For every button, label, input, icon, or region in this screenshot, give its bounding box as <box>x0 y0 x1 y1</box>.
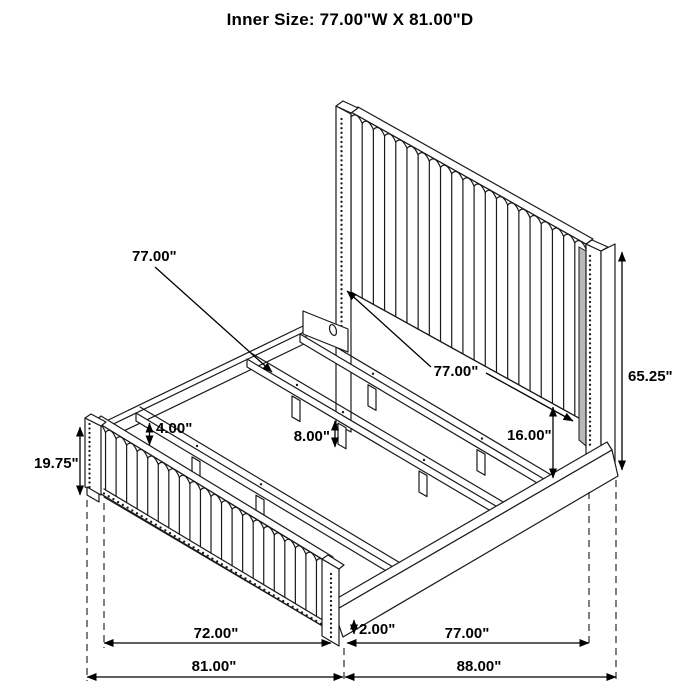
nailhead-trim-right <box>589 347 591 349</box>
nailhead-trim-right <box>589 439 591 441</box>
nailhead-trim-corner-post <box>330 627 332 629</box>
nailhead-trim-left <box>340 302 342 304</box>
nailhead-trim-left <box>340 260 342 262</box>
nailhead-trim-corner-post <box>330 609 332 611</box>
nailhead-trim-bottom <box>192 546 194 548</box>
nailhead-trim-bottom <box>225 566 227 568</box>
nailhead-trim-left <box>340 270 342 272</box>
nailhead-trim-right <box>589 430 591 432</box>
nailhead-trim-right <box>589 361 591 363</box>
nailhead-trim-corner-post <box>330 631 332 633</box>
nailhead-trim-left-post <box>88 441 90 443</box>
nailhead-trim-right <box>589 328 591 330</box>
dim-rail-clearance-label: 16.00" <box>507 427 552 444</box>
dim-slat-inset-label: 4.00" <box>156 420 193 437</box>
nailhead-trim-bottom <box>197 549 199 551</box>
nailhead-trim-right <box>589 278 591 280</box>
nailhead-trim-right <box>589 370 591 372</box>
nailhead-trim-bottom <box>277 597 279 599</box>
nailhead-trim-bottom <box>268 591 270 593</box>
nailhead-trim-corner-post <box>330 618 332 620</box>
nailhead-trim-corner-post <box>330 586 332 588</box>
nailhead-trim-left <box>340 293 342 295</box>
nailhead-trim-left <box>340 224 342 226</box>
nailhead-trim-right <box>589 282 591 284</box>
nailhead-trim-right <box>589 420 591 422</box>
nailhead-trim-left-post <box>88 459 90 461</box>
nailhead-trim-left-post <box>88 423 90 425</box>
nailhead-trim-left <box>340 173 342 175</box>
right-rail-face <box>334 450 618 637</box>
nailhead-trim-corner-post <box>330 622 332 624</box>
nailhead-trim-bottom <box>108 495 110 497</box>
nailhead-trim-bottom <box>301 611 303 613</box>
nailhead-trim-bottom <box>174 535 176 537</box>
nailhead-trim-left-post <box>88 472 90 474</box>
nailhead-trim-bottom <box>150 521 152 523</box>
nailhead-trim-bottom <box>310 617 312 619</box>
nailhead-trim-right <box>589 292 591 294</box>
headboard-right-post <box>586 244 601 477</box>
nailhead-trim-left-post <box>88 445 90 447</box>
nailhead-trim-left <box>340 132 342 134</box>
nailhead-trim-bottom <box>183 540 185 542</box>
nailhead-trim-right <box>589 434 591 436</box>
slat-screw-dot <box>260 483 262 485</box>
footboard-left-post <box>85 418 101 495</box>
nailhead-trim-left <box>340 201 342 203</box>
nailhead-trim-bottom <box>145 518 147 520</box>
nailhead-trim-bottom <box>258 586 260 588</box>
nailhead-trim-left <box>340 141 342 143</box>
nailhead-trim-right <box>589 365 591 367</box>
nailhead-trim-left-post <box>88 481 90 483</box>
nailhead-trim-corner-post <box>330 600 332 602</box>
nailhead-trim-bottom <box>263 589 265 591</box>
nailhead-trim-right <box>589 269 591 271</box>
nailhead-trim-left <box>340 242 342 244</box>
nailhead-trim-bottom <box>291 606 293 608</box>
nailhead-trim-left <box>340 251 342 253</box>
nailhead-trim-right <box>589 356 591 358</box>
nailhead-trim-corner-post <box>330 613 332 615</box>
nailhead-trim-left <box>340 118 342 120</box>
nailhead-trim-left <box>340 187 342 189</box>
dim-base-clearance-label: 2.00" <box>359 621 396 638</box>
nailhead-trim-left-post <box>88 436 90 438</box>
nailhead-trim-corner-post <box>330 573 332 575</box>
nailhead-trim-right <box>589 351 591 353</box>
nailhead-trim-right <box>589 333 591 335</box>
nailhead-trim-right <box>589 407 591 409</box>
nailhead-trim-left-post <box>88 454 90 456</box>
nailhead-trim-right <box>589 416 591 418</box>
nailhead-trim-bottom <box>169 532 171 534</box>
nailhead-trim-left <box>340 237 342 239</box>
nailhead-trim-left-post <box>88 450 90 452</box>
slat-screw-dot <box>342 411 344 413</box>
nailhead-trim-left <box>340 320 342 322</box>
nailhead-trim-left <box>340 316 342 318</box>
dim-inner-depth-label: 77.00" <box>444 625 490 642</box>
dim-footboard-height-label: 19.75" <box>34 455 79 472</box>
support-leg <box>419 471 427 497</box>
nailhead-trim-corner-post <box>330 636 332 638</box>
nailhead-trim-left-post <box>88 468 90 470</box>
nailhead-trim-bottom <box>112 498 114 500</box>
nailhead-trim-left <box>340 136 342 138</box>
nailhead-trim-left <box>340 168 342 170</box>
nailhead-trim-left <box>340 279 342 281</box>
nailhead-trim-bottom <box>296 608 298 610</box>
nailhead-trim-bottom <box>126 507 128 509</box>
nailhead-trim-right <box>589 273 591 275</box>
nailhead-trim-left <box>340 164 342 166</box>
nailhead-trim-bottom <box>211 557 213 559</box>
nailhead-trim-bottom <box>216 560 218 562</box>
nailhead-trim-bottom <box>136 512 138 514</box>
nailhead-trim-corner-post <box>330 595 332 597</box>
nailhead-trim-bottom <box>164 529 166 531</box>
support-leg <box>292 396 300 422</box>
nailhead-trim-left-post <box>88 486 90 488</box>
dim-headboard-height-label: 65.25" <box>628 368 673 385</box>
nailhead-trim-bottom <box>155 523 157 525</box>
nailhead-trim-right <box>589 301 591 303</box>
footboard-body <box>95 421 336 634</box>
nailhead-trim-right <box>589 411 591 413</box>
nailhead-trim-left <box>340 145 342 147</box>
nailhead-trim-bottom <box>240 574 242 576</box>
nailhead-trim-bottom <box>273 594 275 596</box>
dim-overall-width-label: 81.00" <box>191 658 237 675</box>
nailhead-trim-left <box>340 155 342 157</box>
nailhead-trim-corner-post <box>330 577 332 579</box>
slat-screw-dot <box>423 459 425 461</box>
support-leg <box>477 450 485 476</box>
nailhead-trim-left <box>340 247 342 249</box>
nailhead-trim-right <box>589 259 591 261</box>
right-rail-top-surface <box>329 442 612 611</box>
nailhead-trim-right <box>589 338 591 340</box>
nailhead-trim-bottom <box>122 504 124 506</box>
support-leg <box>368 385 376 411</box>
footboard <box>85 414 344 646</box>
dim-leg-height-label: 8.00" <box>293 428 330 445</box>
nailhead-trim-right <box>589 296 591 298</box>
nailhead-trim-bottom <box>249 580 251 582</box>
nailhead-trim-right <box>589 397 591 399</box>
nailhead-trim-bottom <box>207 555 209 557</box>
nailhead-trim-left <box>340 274 342 276</box>
nailhead-trim-left <box>340 159 342 161</box>
nailhead-trim-right <box>589 425 591 427</box>
nailhead-trim-left <box>340 283 342 285</box>
slat-screw-dot <box>196 445 198 447</box>
nailhead-trim-bottom <box>315 620 317 622</box>
nailhead-trim-right <box>589 315 591 317</box>
nailhead-trim-left <box>340 306 342 308</box>
nailhead-trim-left <box>340 196 342 198</box>
headboard-wing-shade <box>579 247 586 446</box>
headboard-right-post-side <box>601 244 615 477</box>
nailhead-trim-right <box>589 388 591 390</box>
nailhead-trim-right <box>589 305 591 307</box>
support-leg <box>338 423 346 449</box>
nailhead-trim-left <box>340 256 342 258</box>
nailhead-trim-right <box>589 287 591 289</box>
nailhead-trim-bottom <box>287 603 289 605</box>
nailhead-trim-bottom <box>221 563 223 565</box>
nailhead-trim-left <box>340 122 342 124</box>
nailhead-trim-left <box>340 127 342 129</box>
nailhead-trim-left <box>340 297 342 299</box>
nailhead-trim-bottom <box>117 501 119 503</box>
dim-footboard-width-label: 72.00" <box>193 625 239 642</box>
nailhead-trim-right <box>589 319 591 321</box>
nailhead-trim-left <box>340 205 342 207</box>
nailhead-trim-left <box>340 191 342 193</box>
nailhead-trim-left <box>340 178 342 180</box>
nailhead-trim-left <box>340 150 342 152</box>
nailhead-trim-left <box>340 228 342 230</box>
nailhead-trim-corner-post <box>330 591 332 593</box>
headboard-left-post <box>336 106 351 432</box>
nailhead-trim-bottom <box>282 600 284 602</box>
nailhead-trim-bottom <box>202 552 204 554</box>
nailhead-trim-bottom <box>178 538 180 540</box>
nailhead-trim-right <box>589 255 591 257</box>
nailhead-trim-left <box>340 265 342 267</box>
dim-slat-length-label: 77.00" <box>132 248 177 265</box>
nailhead-trim-bottom <box>103 492 105 494</box>
nailhead-trim-right <box>589 384 591 386</box>
nailhead-trim-bottom <box>159 526 161 528</box>
left-rail-face <box>103 331 306 441</box>
nailhead-trim-left <box>340 214 342 216</box>
nailhead-trim-right <box>589 374 591 376</box>
nailhead-trim-right <box>589 443 591 445</box>
dim-slat-length-leader <box>155 267 272 372</box>
nailhead-trim-left-post <box>88 477 90 479</box>
dim-overall-depth-label: 88.00" <box>456 658 502 675</box>
nailhead-trim-bottom <box>131 509 133 511</box>
nailhead-trim-left <box>340 288 342 290</box>
nailhead-trim-bottom <box>235 572 237 574</box>
nailhead-trim-bottom <box>244 577 246 579</box>
slat-screw-dot <box>372 373 374 375</box>
nailhead-trim-left-post <box>88 432 90 434</box>
nailhead-trim-left <box>340 233 342 235</box>
nailhead-trim-bottom <box>306 614 308 616</box>
nailhead-trim-bottom <box>141 515 143 517</box>
nailhead-trim-left <box>340 311 342 313</box>
nailhead-trim-right <box>589 324 591 326</box>
nailhead-trim-left <box>340 182 342 184</box>
nailhead-trim-right <box>589 264 591 266</box>
nailhead-trim-left-post <box>88 427 90 429</box>
nailhead-trim-bottom <box>188 543 190 545</box>
nailhead-trim-right <box>589 342 591 344</box>
side-rail-right <box>329 442 618 637</box>
nailhead-trim-right <box>589 379 591 381</box>
nailhead-trim-corner-post <box>330 582 332 584</box>
nailhead-trim-bottom <box>254 583 256 585</box>
nailhead-trim-right <box>589 393 591 395</box>
nailhead-trim-corner-post <box>330 604 332 606</box>
slat-screw-dot <box>481 437 483 439</box>
nailhead-trim-right <box>589 402 591 404</box>
nailhead-trim-left <box>340 219 342 221</box>
nailhead-trim-left-post <box>88 463 90 465</box>
diagram-title: Inner Size: 77.00"W X 81.00"D <box>226 10 474 29</box>
nailhead-trim-bottom <box>230 569 232 571</box>
slat-screw-dot <box>296 384 298 386</box>
nailhead-trim-right <box>589 310 591 312</box>
nailhead-trim-left <box>340 210 342 212</box>
dim-inner-width-label: 77.00" <box>433 363 479 380</box>
